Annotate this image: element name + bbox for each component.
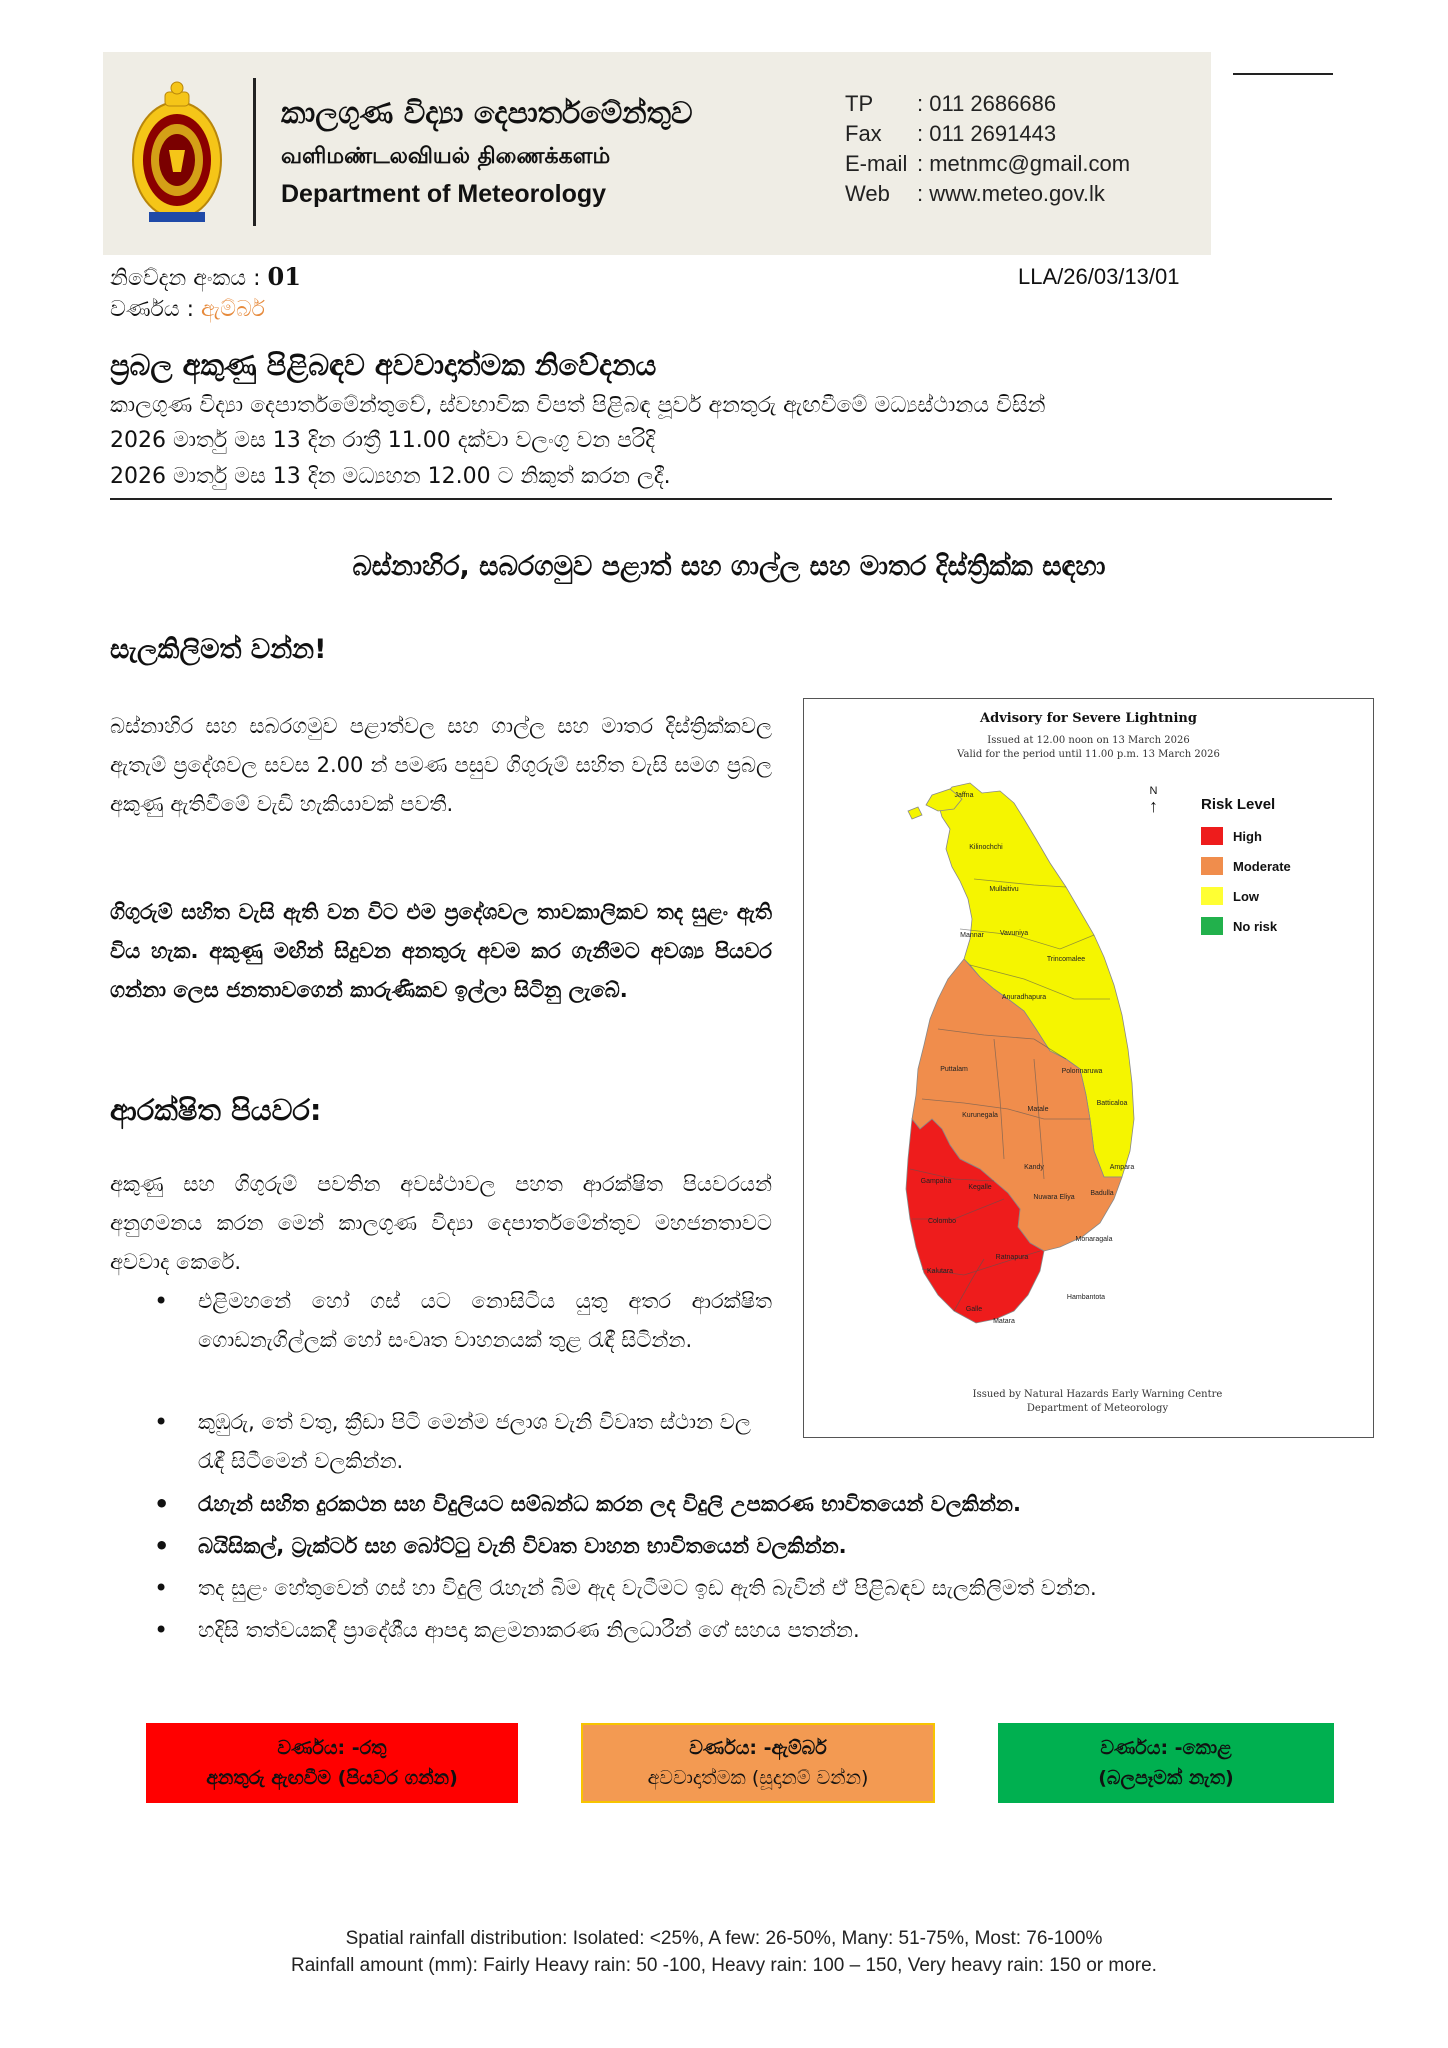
- bullet-text: තද සුළං හේතුවෙන් ගස් හා විදුලි රැහැන් බිම ඇද වැටීමට ඉඩ ඇති බැවින් ඒ පිළිබඳව සැලකිලිමත් වන්න.: [198, 1576, 1097, 1600]
- map-issued-text: Issued at 12.00 noon on 13 March 2026: [987, 735, 1190, 746]
- district-label: Trincomalee: [1046, 956, 1086, 963]
- map-footer-department: Department of Meteorology: [1026, 1403, 1169, 1414]
- district-label: Matale: [1027, 1106, 1049, 1113]
- district-label: Polonnaruwa: [1061, 1068, 1103, 1075]
- bullet-dot-icon: •: [154, 1574, 169, 1602]
- map-valid-text: Valid for the period until 11.00 p.m. 13 March 2026: [957, 749, 1220, 760]
- red-level-title: වර්ණය: -රතු: [277, 1737, 387, 1759]
- green-level-box: [998, 1723, 1334, 1803]
- contact-value: : 011 2686686: [917, 91, 1057, 116]
- legend-swatch: [1201, 857, 1223, 875]
- red-level-desc: අනතුරු ඇඟවීම (පියවර ගන්න): [206, 1767, 458, 1789]
- legend-label: Moderate: [1233, 858, 1291, 874]
- contact-value[interactable]: : metnmc@gmail.com: [917, 151, 1131, 176]
- contact-label: Fax: [845, 121, 882, 146]
- bullet-text: හදිසි තත්වයකදී ප්‍රාදේශීය ආපදා කළමනාකරණ නිලධාරීන් ගේ සහය පතන්න.: [198, 1618, 860, 1642]
- bullet-text: එළිමහනේ හෝ ගස් යට නොසිටිය යුතු අතර ආරක්ෂිත ගොඩනැගිල්ලක් හෝ සංවෘත වාහනයක් තුළ රැඳී සිටින්න.: [198, 1289, 772, 1352]
- north-arrow-icon: N ↑: [1149, 785, 1158, 816]
- contact-details: [845, 89, 1130, 209]
- contact-row: [845, 89, 1130, 119]
- contact-label: Web: [845, 181, 890, 206]
- safety-bullet: [154, 1282, 772, 1360]
- bullet-dot-icon: •: [154, 1532, 170, 1560]
- bullet-text: රැහැන් සහිත දුරකථන සහ විදුලියට සම්බන්ධ කරන ලද විදුලි උපකරණ භාවිතයෙන් වලකින්න.: [198, 1492, 1021, 1516]
- contact-value: : 011 2691443: [917, 121, 1057, 146]
- district-label: Matara: [993, 1318, 1015, 1325]
- red-level-box: [146, 1723, 518, 1803]
- legend-swatch: [1201, 917, 1223, 935]
- bullet-dot-icon: •: [154, 1616, 169, 1644]
- district-heading-text: බස්නාහිර, සබරගමුව පළාත් සහ ගාල්ල සහ මාතර දිස්ත්‍රික්ක සඳහා: [352, 551, 1106, 582]
- be-careful-heading: සැලකිලිමත් වන්න!: [110, 634, 327, 665]
- low-risk-region: [908, 807, 922, 819]
- bullet-dot-icon: •: [154, 1490, 170, 1518]
- map-title: Advisory for Severe Lightning: [980, 711, 1197, 726]
- district-label: Jaffna: [954, 792, 974, 799]
- color-level-line: [110, 297, 265, 322]
- amber-level-box: [581, 1723, 935, 1803]
- org-name-english: Department of Meteorology: [281, 180, 607, 208]
- district-label: Monaragala: [1075, 1236, 1113, 1243]
- safety-intro-paragraph: අකුණු සහ ගිගුරුම් පවතින අවස්ථාවල පහත ආරක්ෂිත පියවරයන් අනුගමනය කරන මෙන් කාලගුණ විද්‍යා දෙපාර්තමේන්තුව මහජනතාවට අවවාද කෙරේ.: [110, 1172, 772, 1274]
- district-label: Colombo: [927, 1218, 957, 1225]
- contact-value[interactable]: : www.meteo.gov.lk: [917, 181, 1105, 206]
- safety-bullet: [154, 1527, 847, 1566]
- contact-label: E-mail: [845, 151, 908, 176]
- legend-swatch: [1201, 827, 1223, 845]
- district-label: Mullaitivu: [989, 886, 1019, 893]
- bullet-dot-icon: •: [154, 1287, 169, 1315]
- safety-bullet: [154, 1403, 772, 1481]
- legend-item: [1201, 881, 1291, 911]
- district-label: Nuwara Eliya: [1033, 1194, 1075, 1201]
- district-label: Kurunegala: [962, 1112, 998, 1119]
- district-label: Vavuniya: [999, 930, 1029, 937]
- notice-number: 01: [267, 262, 301, 291]
- green-level-title: වර්ණය: -කොළ: [1100, 1737, 1232, 1759]
- top-right-rule: [1233, 73, 1333, 75]
- amber-level-desc: අවවාදාත්මක (සූදානම් වන්න): [647, 1767, 869, 1789]
- org-name-tamil: வளிமண்டலவியல் திணைக்களம்: [281, 144, 611, 169]
- letterhead: [103, 52, 1211, 255]
- warning-paragraph: බස්නාහිර සහ සබරගමුව පළාත්වල සහ ගාල්ල සහ මාතර දිස්ත්‍රික්කවල ඇතැම් ප්‍රදේශවල සවස 2.00 න් පමණ පසුව ගිගුරුම් සහිත වැසි සමග ප්‍රබල අකුණු ඇතිවීමේ වැඩි හැකියාවක් පවතී.: [110, 714, 772, 816]
- legend-label: High: [1233, 828, 1262, 844]
- district-label: Kilinochchi: [969, 844, 1003, 851]
- district-label: Ampara: [1109, 1164, 1135, 1171]
- appeal-paragraph: ගිගුරුම් සහිත වැසි ඇති වන විට එම ප්‍රදේශවල තාවකාලිකව තද සුළං ඇති විය හැක. අකුණු මඟින් සිදුවන අනතුරු අවම කර ගැනීමට අවශ්‍ය පියවර ගන්නා ලෙස ජනතාවගෙන් කාරුණිකව ඉල්ලා සිටිනු ලැබේ.: [110, 900, 772, 1002]
- district-label: Kandy: [1024, 1164, 1044, 1171]
- contact-row: [845, 179, 1130, 209]
- district-heading: [0, 551, 1448, 583]
- section-divider: [110, 498, 1332, 500]
- district-label: Ratnapura: [995, 1254, 1029, 1261]
- national-emblem-logo: [129, 80, 225, 230]
- district-label: Mannar: [960, 932, 984, 939]
- district-label: Kegalle: [968, 1184, 992, 1191]
- legend-label: Low: [1233, 888, 1259, 904]
- legend-item: [1201, 821, 1291, 851]
- legend-swatch: [1201, 887, 1223, 905]
- district-label: Batticaloa: [1096, 1100, 1128, 1107]
- bullet-dot-icon: •: [154, 1408, 169, 1436]
- contact-label: TP: [845, 91, 874, 116]
- bullet-text: බයිසිකල්, ට්‍රැක්ටර් සහ බෝට්ටු වැනි විවෘත වාහන භාවිතයෙන් වලකින්න.: [198, 1534, 847, 1558]
- lightning-risk-map-panel: [803, 698, 1374, 1438]
- contact-row: [845, 149, 1130, 179]
- green-level-desc: (බලපෑමක් නැත): [1098, 1767, 1234, 1789]
- safety-measures-heading: ආරක්ෂිත පියවර:: [110, 1093, 322, 1127]
- safety-bullet: [154, 1485, 1021, 1524]
- legend-title: Risk Level: [1201, 796, 1276, 813]
- contact-row: [845, 119, 1130, 149]
- district-label: Hambantota: [1066, 1294, 1106, 1301]
- legend-item: [1201, 911, 1291, 941]
- bullet-text: කුඹුරු, තේ වතු, ක්‍රීඩා පිටි මෙන්ම ජලාශ වැනි විවෘත ස්ථාන වල රැඳී සිටීමෙන් වලකින්න.: [198, 1410, 751, 1473]
- district-label: Puttalam: [940, 1066, 968, 1073]
- district-label: Badulla: [1090, 1190, 1114, 1197]
- header-divider: [253, 78, 256, 226]
- safety-bullet: [154, 1611, 860, 1650]
- issued-time-line: 2026 මාර්තු මස 13 දින මධ්‍යහන 12.00 ට නිකුත් කරන ලදී.: [110, 464, 671, 489]
- notice-number-line: [110, 262, 301, 291]
- issuer-line: කාලගුණ විද්‍යා දෙපාර්තමේන්තුවේ, ස්වභාවික විපත් පිළිබඳ පූර්ව අනතුරු ඇඟවීමේ මධ්‍යස්ථානය විසින්: [110, 393, 1046, 418]
- reference-number: LLA/26/03/13/01: [1018, 264, 1180, 289]
- district-label: Kalutara: [926, 1268, 954, 1275]
- legend-item: [1201, 851, 1291, 881]
- org-name-sinhala: කාලගුණ විද්‍යා දෙපාර්තමේන්තුව: [281, 96, 693, 131]
- safety-bullet: [154, 1569, 1097, 1608]
- notice-title: ප්‍රබල අකුණු පිළිබඳව අවවාදාත්මක නිවේදනය: [110, 348, 657, 382]
- map-footer-issuer: Issued by Natural Hazards Early Warning Centre: [972, 1389, 1223, 1400]
- legend-label: No risk: [1233, 918, 1278, 934]
- amber-level-title: වර්ණය: -ඇම්බර්: [689, 1737, 827, 1759]
- district-label: Gampaha: [920, 1178, 952, 1185]
- color-label: වර්ණය :: [110, 297, 202, 322]
- color-value: ඇම්බර්: [201, 297, 265, 322]
- rainfall-amount-note: Rainfall amount (mm): Fairly Heavy rain: 50 -100, Heavy rain: 100 – 150, Very heavy rain: 150 or more.: [291, 1955, 1157, 1976]
- notice-label: නිවේදන අංකය :: [110, 266, 268, 291]
- district-label: Anuradhapura: [1001, 994, 1047, 1001]
- north-label: N: [1149, 785, 1158, 797]
- district-label: Galle: [965, 1306, 983, 1313]
- validity-line: 2026 මාර්තු මස 13 දින රාත්‍රී 11.00 දක්වා වලංගු වන පරිදි: [110, 428, 656, 453]
- rainfall-distribution-note: Spatial rainfall distribution: Isolated: <25%, A few: 26-50%, Many: 51-75%, Most: 76-100%: [345, 1928, 1103, 1949]
- risk-legend: [1201, 796, 1291, 941]
